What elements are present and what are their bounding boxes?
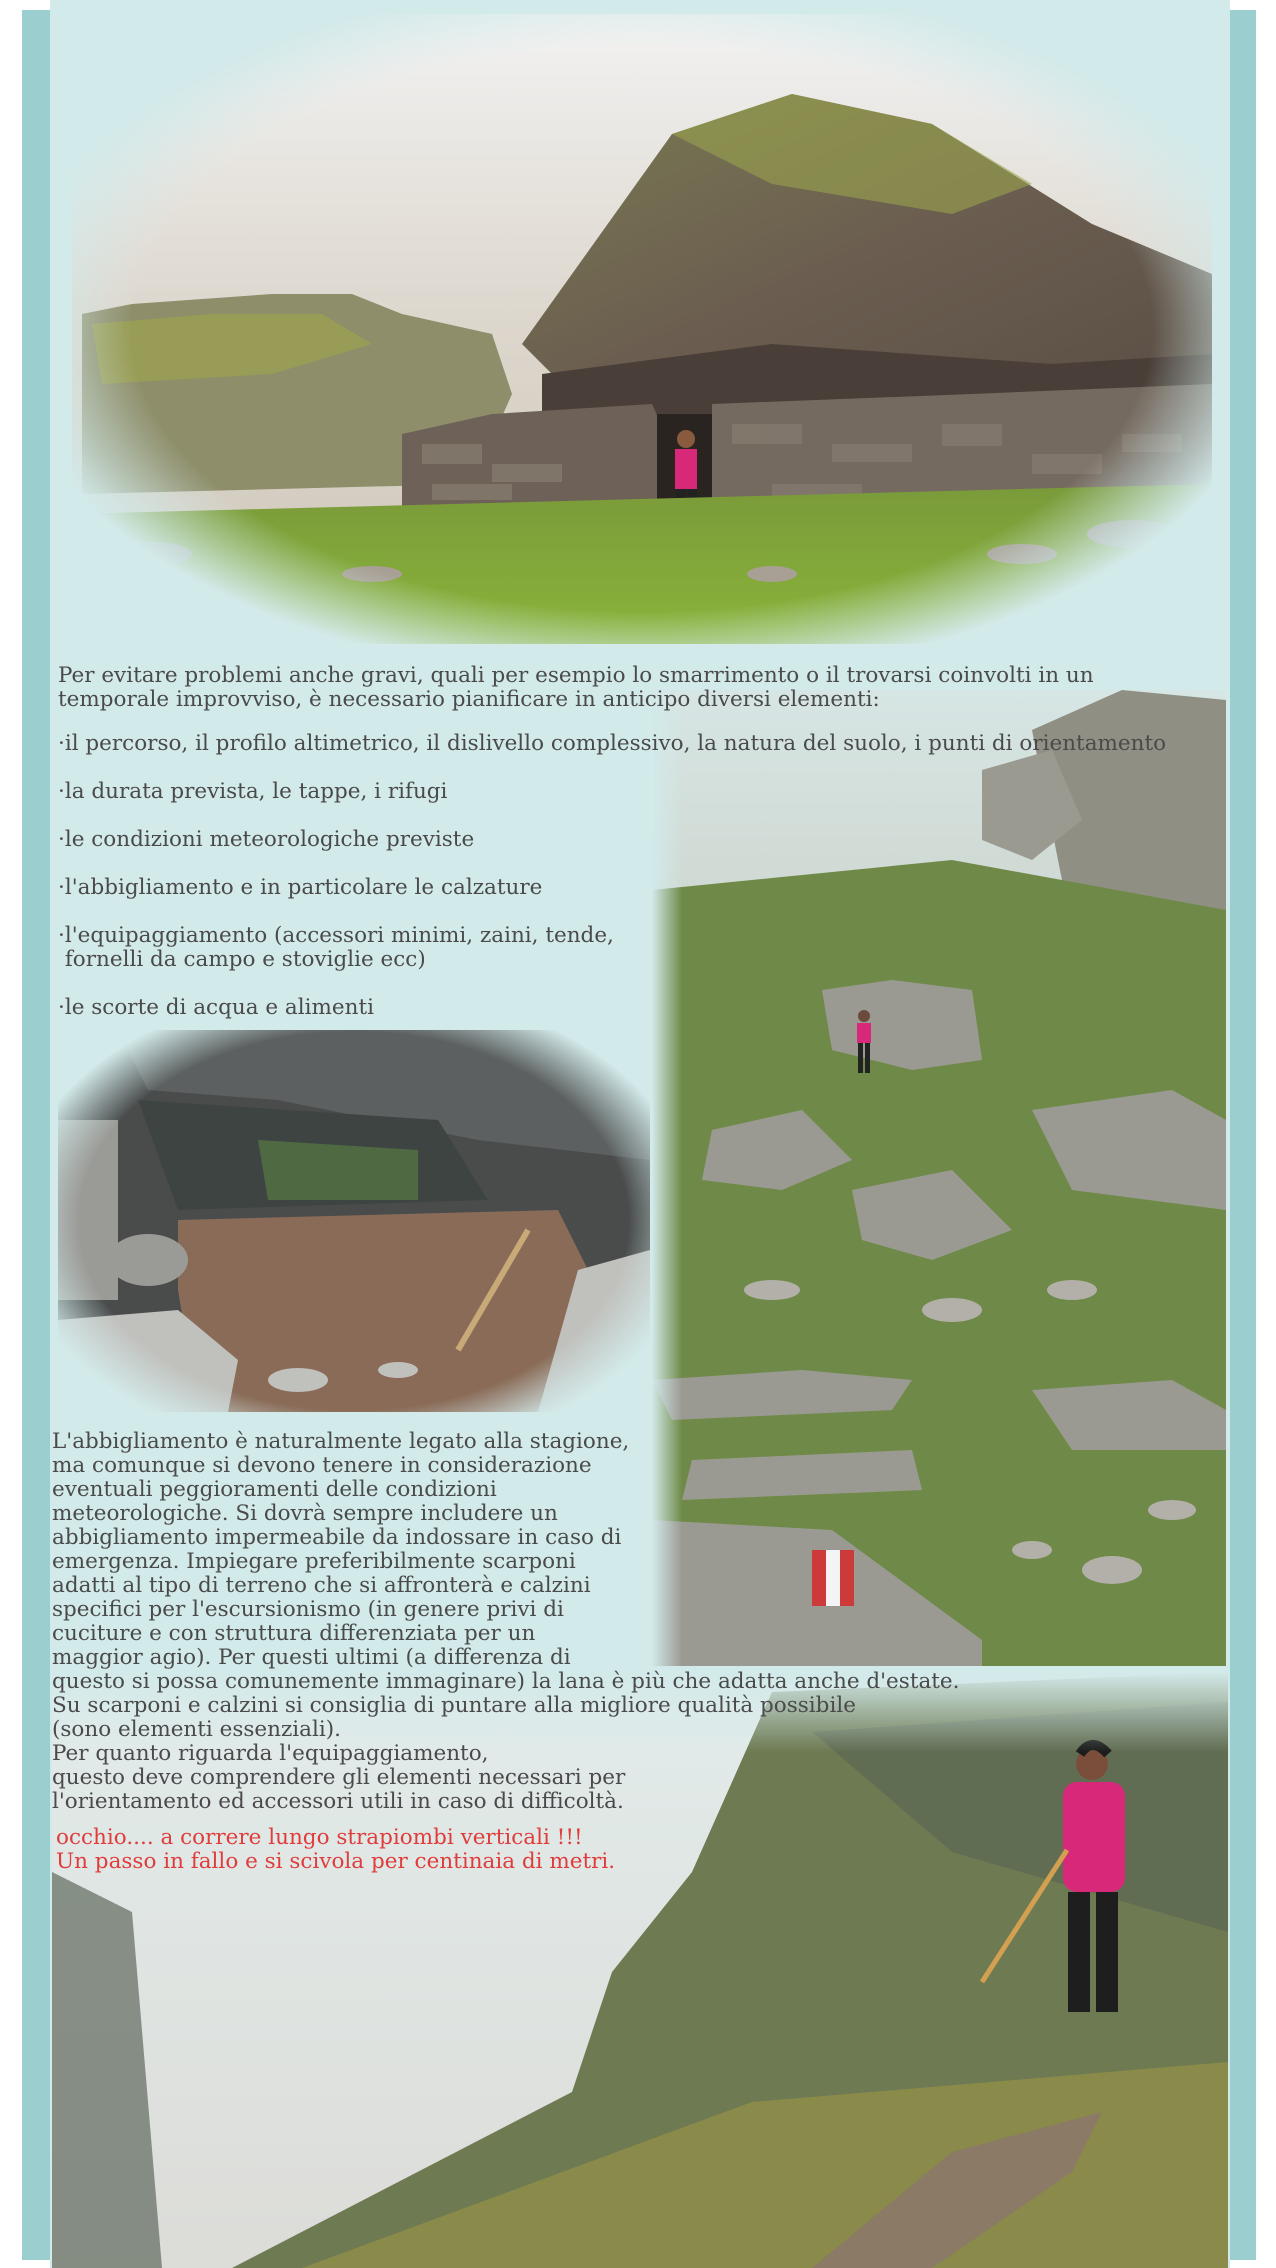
checklist-item-route: ·il percorso, il profilo altimetrico, il dislivello complessivo, la natura del suolo, i punti di orientamento — [58, 731, 1167, 756]
photo-rock-shelter — [72, 14, 1212, 644]
clothing-line: specifici per l'escursionismo (in genere privi di — [52, 1597, 564, 1622]
warning-line-2: Un passo in fallo e si scivola per centinaia di metri. — [56, 1849, 616, 1874]
intro-line-2: temporale improvviso, è necessario pianificare in anticipo diversi elementi: — [58, 687, 880, 712]
cave-image — [58, 1030, 650, 1412]
clothing-line: meteorologiche. Si dovrà sempre includere un — [52, 1501, 558, 1526]
clothing-line: Per quanto riguarda l'equipaggiamento, — [52, 1741, 489, 1766]
photo-valley-hiker — [652, 690, 1226, 1666]
rock-shelter-image — [72, 14, 1212, 644]
clothing-line: Su scarponi e calzini si consiglia di puntare alla migliore qualità possibile — [52, 1693, 856, 1718]
clothing-line: maggior agio). Per questi ultimi (a differenza di — [52, 1645, 571, 1670]
clothing-line: abbigliamento impermeabile da indossare in caso di — [52, 1525, 622, 1550]
checklist-item-equipment-2: fornelli da campo e stoviglie ecc) — [58, 947, 426, 972]
checklist-item-equipment-1: ·l'equipaggiamento (accessori minimi, zaini, tende, — [58, 923, 614, 948]
clothing-line: L'abbigliamento è naturalmente legato alla stagione, — [52, 1429, 630, 1454]
checklist-item-duration: ·la durata prevista, le tappe, i rifugi — [58, 779, 448, 804]
checklist-item-clothing: ·l'abbigliamento e in particolare le calzature — [58, 875, 543, 900]
checklist-item-weather: ·le condizioni meteorologiche previste — [58, 827, 475, 852]
intro-line-1: Per evitare problemi anche gravi, quali per esempio lo smarrimento o il trovarsi coinvolti in un — [58, 663, 1094, 688]
clothing-line: cuciture e con struttura differenziata per un — [52, 1621, 536, 1646]
photo-cave-interior — [58, 1030, 650, 1412]
clothing-line: questo si possa comunemente immaginare) la lana è più che adatta anche d'estate. — [52, 1669, 960, 1694]
clothing-line: l'orientamento ed accessori utili in caso di difficoltà. — [52, 1789, 624, 1814]
clothing-line: eventuali peggioramenti delle condizioni — [52, 1477, 497, 1502]
clothing-line: (sono elementi essenziali). — [52, 1717, 341, 1742]
clothing-line: emergenza. Impiegare preferibilmente scarponi — [52, 1549, 576, 1574]
clothing-line: questo deve comprendere gli elementi necessari per — [52, 1765, 626, 1790]
valley-image — [652, 690, 1226, 1666]
checklist-item-supplies: ·le scorte di acqua e alimenti — [58, 995, 374, 1020]
warning-line-1: occhio.... a correre lungo strapiombi verticali !!! — [56, 1825, 583, 1850]
clothing-line: adatti al tipo di terreno che si affronterà e calzini — [52, 1573, 591, 1598]
clothing-line: ma comunque si devono tenere in considerazione — [52, 1453, 592, 1478]
